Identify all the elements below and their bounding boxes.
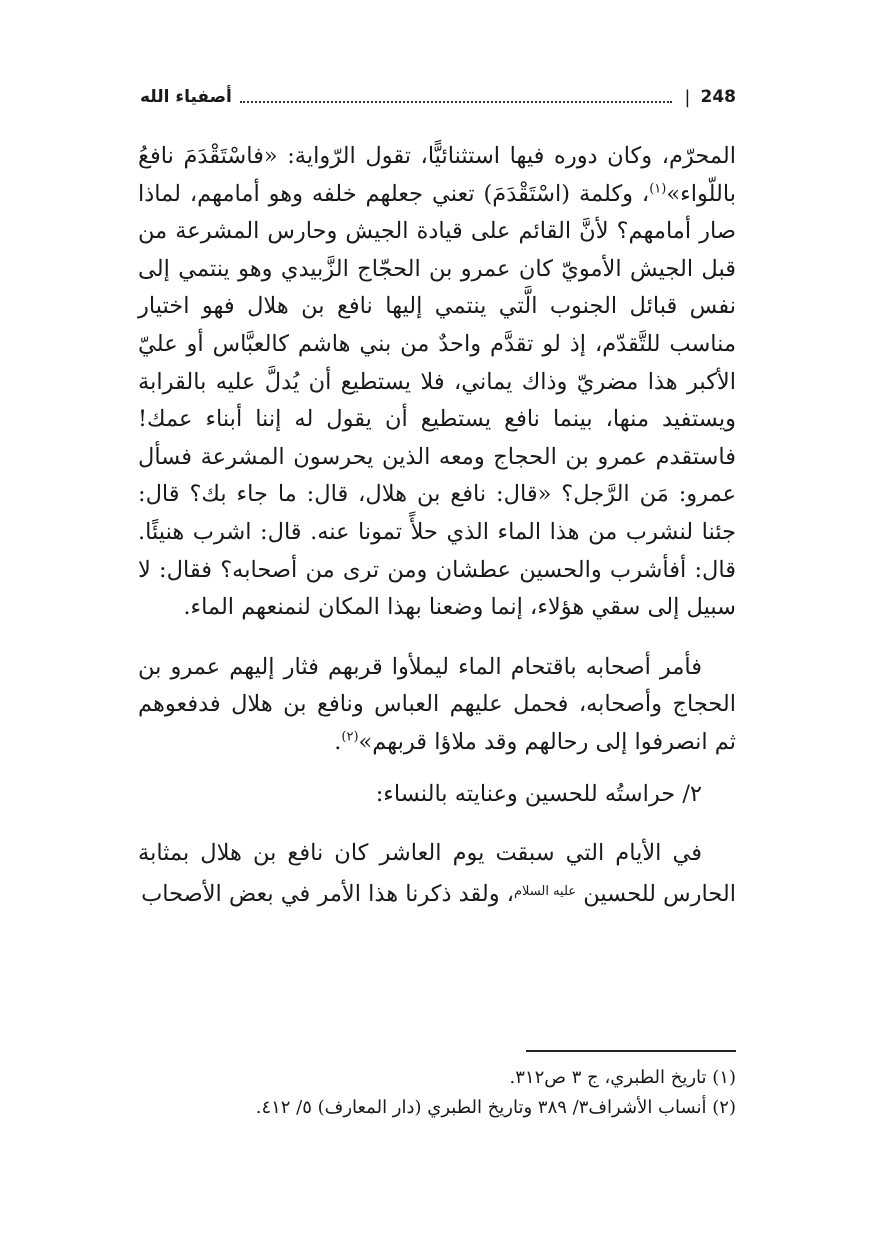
footnote-ref-2: (٢): [341, 729, 359, 745]
paragraph-2-text: فأمر أصحابه باقتحام الماء ليملأوا قربهم فثار إليهم عمرو بن الحجاج وأصحابه، فحمل عليهم العباس ونافع بن هلال فدفعوهم ثم انصرفوا إلى رحالهم وقد ملاؤا قربهم»: [138, 653, 736, 755]
honorific-mark: عليه السلام: [513, 883, 577, 899]
running-header: [140, 80, 736, 114]
paragraph-1-cont: ، وكلمة (اسْتَقْدَمَ) تعني جعلهم خلفه وهو أمامهم، لماذا صار أمامهم؟ لأنَّ القائم على قيادة الجيش وحارس المشرعة من قبل الجيش الأمويّ كان عمرو بن الحجّاج الزَّبيدي وهو ينتمي إلى نفس قبائل الجنوب الَّتي ينتمي إليها نافع بن هلال فهو اختيار مناسب للتَّقدّم، إذ لو تقدَّم واحدٌ من بني هاشم كالعبَّاس أو عليّ الأكبر هذا مضريّ وذاك يماني، فلا يستطيع أن يُدلَّ عليه بالقرابة ويستفيد منها، بينما نافع يستطيع أن يقول له إننا أبناء عمك! فاستقدم عمرو بن الحجاج ومعه الذين يحرسون المشرعة فسأل عمرو: مَن الرَّجل؟ «قال: نافع بن هلال، قال: ما جاء بك؟ قال: جئنا لنشرب من هذا الماء الذي حلأً تمونا عنه. قال: اشرب هنيئًا. قال: أفأشرب والحسين عطشان ومن ترى من أصحابه؟ فقال: لا سبيل إلى سقي هؤلاء، إنما وضعنا بهذا المكان لنمنعهم الماء.: [138, 180, 736, 621]
paragraph-1: [138, 138, 736, 627]
footnote-ref-1: (١): [649, 181, 667, 197]
leader-dots: [240, 101, 673, 103]
footnotes: [138, 1063, 736, 1123]
book-title: أصفياء الله: [140, 87, 232, 107]
paragraph-1-start: المحرّم، وكان دوره فيها استثنائيًّا، تقول الرّواية: «فاسْتَقْدَمَ نافعُ باللّواء»: [138, 143, 736, 207]
paragraph-2: [138, 649, 736, 762]
paragraph-2-end: .: [334, 728, 342, 755]
header-separator: |: [684, 86, 691, 108]
footnote-rule: [526, 1050, 736, 1052]
footnote-1: (١) تاريخ الطبري، ج ٣ ص٣١٢.: [509, 1067, 736, 1088]
footnote-2: (٢) أنساب الأشراف٣/ ٣٨٩ وتاريخ الطبري (دار المعارف) ٥/ ٤١٢.: [255, 1097, 736, 1118]
paragraph-3-start: في الأيام التي سبقت يوم العاشر كان نافع بن هلال بمثابة الحارس للحسين: [138, 840, 736, 907]
paragraph-3-end: ، ولقد ذكرنا هذا الأمر في بعض الأصحاب: [141, 880, 514, 907]
paragraph-3: [138, 835, 736, 913]
page-number: 248: [700, 87, 736, 107]
main-text: [138, 138, 736, 913]
section-heading: ٢/ حراستُه للحسين وعنايته بالنساء:: [375, 780, 702, 807]
